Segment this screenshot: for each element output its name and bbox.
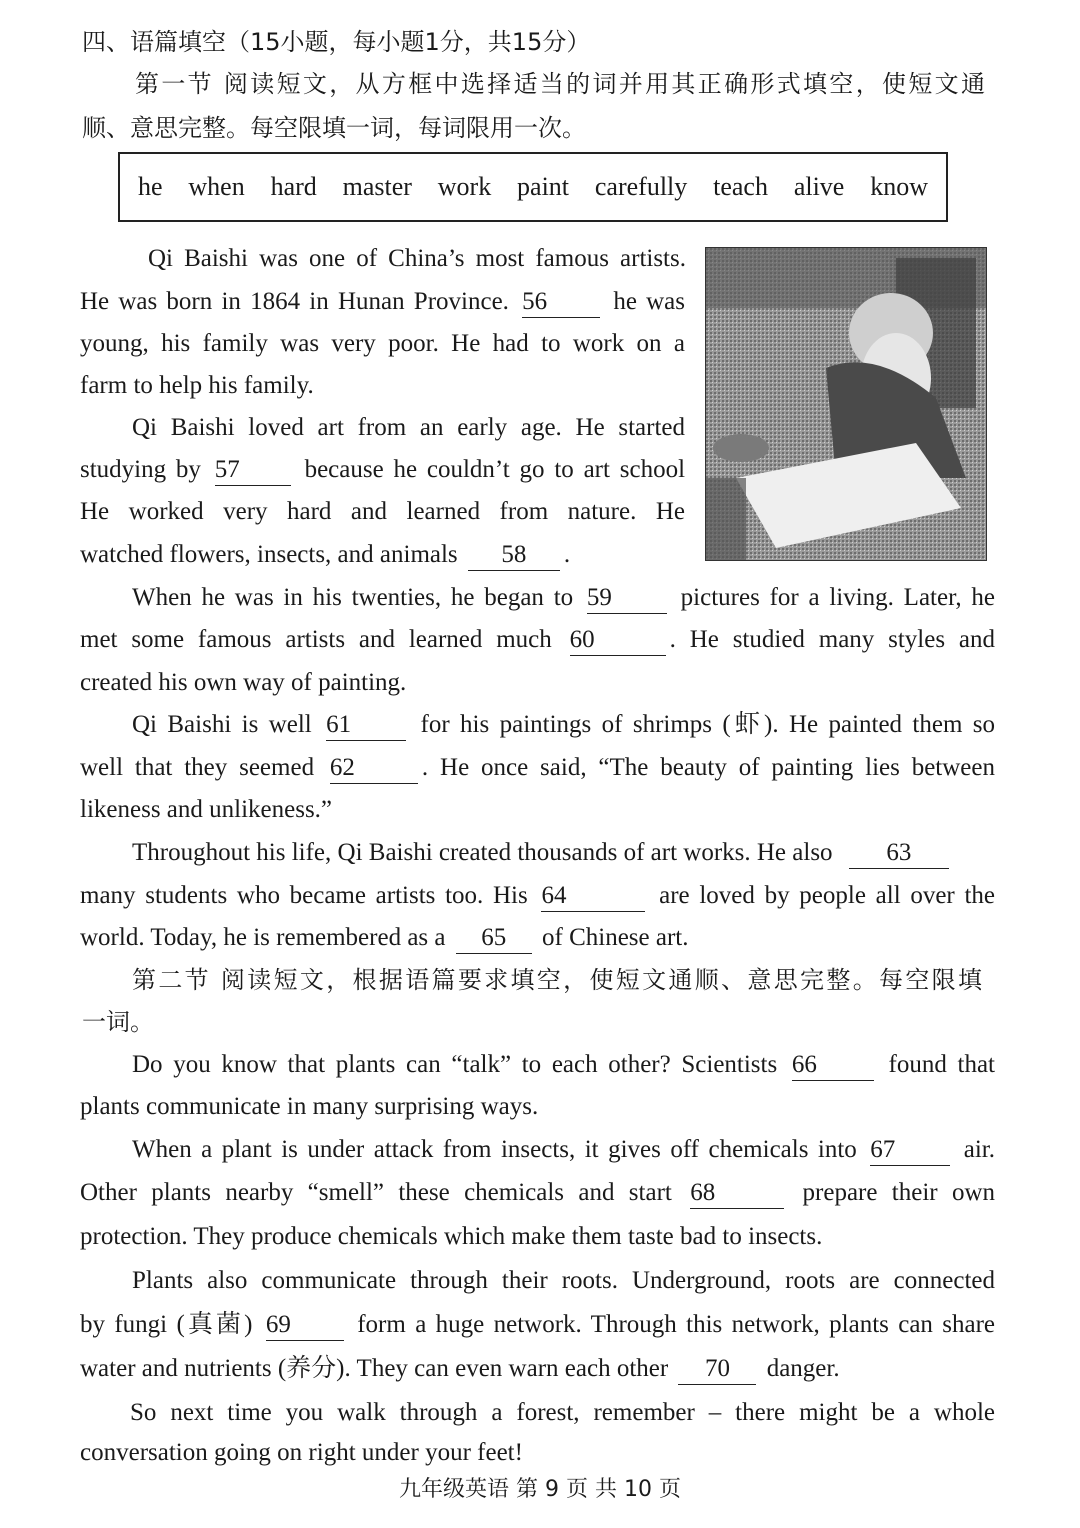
blank-62[interactable]: 62 xyxy=(330,753,418,784)
passage-line xyxy=(132,835,995,871)
text: When a plant is under attack from insects, it gives off chemicals into xyxy=(132,1136,857,1163)
passage-line xyxy=(80,750,995,786)
word-box xyxy=(118,152,948,222)
word-box-item: master xyxy=(342,172,412,201)
text: . He studied many styles and xyxy=(669,626,995,653)
text: Do you know that plants can “talk” to each other? Scientists xyxy=(132,1051,778,1078)
text: danger. xyxy=(766,1355,840,1382)
passage-line xyxy=(80,878,995,914)
text: found that xyxy=(888,1051,995,1078)
word-box-item: alive xyxy=(793,172,845,201)
text: well that they seemed xyxy=(80,754,315,781)
passage-line: likeness and unlikeness.” xyxy=(80,796,333,823)
passage-line xyxy=(132,1047,995,1083)
text: water and nutrients (养分). They can even warn each other xyxy=(80,1355,669,1382)
word-box-item: hard xyxy=(270,172,317,201)
blank-69[interactable]: 69 xyxy=(266,1310,344,1341)
blank-67[interactable]: 67 xyxy=(870,1135,950,1166)
passage-line xyxy=(80,1307,995,1343)
blank-60[interactable]: 60 xyxy=(570,625,666,656)
text: many students who became artists too. His xyxy=(80,882,528,909)
text: world. Today, he is remembered as a xyxy=(80,924,446,951)
blank-66[interactable]: 66 xyxy=(792,1050,874,1081)
section-title: 四、语篇填空（15小题，每小题1分，共15分） xyxy=(82,28,591,56)
passage-line: conversation going on right under your feet! xyxy=(80,1439,523,1466)
text: studying by xyxy=(80,456,201,483)
passage-line xyxy=(80,537,685,573)
word-box-item: teach xyxy=(713,172,768,201)
part1-instruction-line2: 顺、意思完整。每空限填一词，每词限用一次。 xyxy=(82,114,586,142)
blank-61[interactable]: 61 xyxy=(326,710,406,741)
passage-line xyxy=(80,1175,995,1211)
blank-56[interactable]: 56 xyxy=(522,287,600,318)
passage-line xyxy=(132,580,995,616)
passage-line: He worked very hard and learned from nature. He xyxy=(80,498,685,525)
text: Other plants nearby “smell” these chemicals and start xyxy=(80,1179,672,1206)
word-box-item: when xyxy=(188,172,245,201)
text: watched flowers, insects, and animals xyxy=(80,541,458,568)
text: pictures for a living. Later, he xyxy=(680,584,996,611)
word-box-item: he xyxy=(138,172,163,201)
blank-59[interactable]: 59 xyxy=(587,583,667,614)
blank-65[interactable]: 65 xyxy=(456,923,532,954)
text: He was born in 1864 in Hunan Province. xyxy=(80,288,509,315)
passage-line xyxy=(80,920,995,956)
blank-64[interactable]: 64 xyxy=(541,881,645,912)
passage-line: plants communicate in many surprising ways. xyxy=(80,1093,539,1120)
blank-57[interactable]: 57 xyxy=(215,455,291,486)
passage-line: protection. They produce chemicals which make them taste bad to insects. xyxy=(80,1223,823,1250)
blank-63[interactable]: 63 xyxy=(849,838,949,869)
passage-line: So next time you walk through a forest, remember – there might be a whole xyxy=(130,1399,995,1426)
text: he was xyxy=(613,288,686,315)
passage-line xyxy=(80,1351,995,1387)
word-box-item: carefully xyxy=(594,172,688,201)
part2-instruction-line1: 第二节 阅读短文，根据语篇要求填空，使短文通顺、意思完整。每空限填 xyxy=(132,966,982,994)
passage-line xyxy=(80,452,685,488)
text: air. xyxy=(963,1136,996,1163)
word-box-item: paint xyxy=(517,172,570,201)
text: Throughout his life, Qi Baishi created thousands of art works. He also xyxy=(132,839,833,866)
text: of Chinese art. xyxy=(542,924,689,951)
blank-68[interactable]: 68 xyxy=(690,1178,784,1209)
text: for his paintings of shrimps (虾). He painted them so xyxy=(420,711,996,738)
text: . He once said, “The beauty of painting lies between xyxy=(421,754,995,781)
text: prepare their own xyxy=(802,1179,996,1206)
passage-line xyxy=(80,284,685,320)
word-box-item: work xyxy=(437,172,492,201)
passage-line: created his own way of painting. xyxy=(80,669,407,696)
text: because he couldn’t go to art school xyxy=(304,456,686,483)
part1-instruction-line1: 第一节 阅读短文，从方框中选择适当的词并用其正确形式填空，使短文通 xyxy=(135,70,985,98)
passage-line: Qi Baishi loved art from an early age. He started xyxy=(132,414,685,441)
passage-line: farm to help his family. xyxy=(80,372,314,399)
text: . xyxy=(563,541,571,568)
blank-58[interactable]: 58 xyxy=(468,540,560,571)
part2-instruction-line2: 一词。 xyxy=(82,1008,154,1036)
passage-line xyxy=(132,707,995,743)
qi-baishi-photo xyxy=(705,247,987,561)
passage-line xyxy=(80,622,995,658)
text: are loved by people all over the xyxy=(659,882,996,909)
passage-line: Qi Baishi was one of China’s most famous artists. xyxy=(148,245,686,272)
word-box-item: know xyxy=(870,172,928,201)
text: met some famous artists and learned much xyxy=(80,626,552,653)
text: When he was in his twenties, he began to xyxy=(132,584,574,611)
blank-70[interactable]: 70 xyxy=(678,1354,756,1385)
text: form a huge network. Through this network, plants can share xyxy=(357,1311,996,1338)
page-footer: 九年级英语 第 9 页 共 10 页 xyxy=(399,1477,681,1502)
photo-illustration xyxy=(706,248,986,560)
passage-line: young, his family was very poor. He had to work on a xyxy=(80,330,685,357)
passage-line xyxy=(132,1132,995,1168)
text: by fungi (真菌) xyxy=(80,1311,253,1338)
text: Qi Baishi is well xyxy=(132,711,312,738)
passage-line: Plants also communicate through their roots. Underground, roots are connected xyxy=(132,1267,995,1294)
